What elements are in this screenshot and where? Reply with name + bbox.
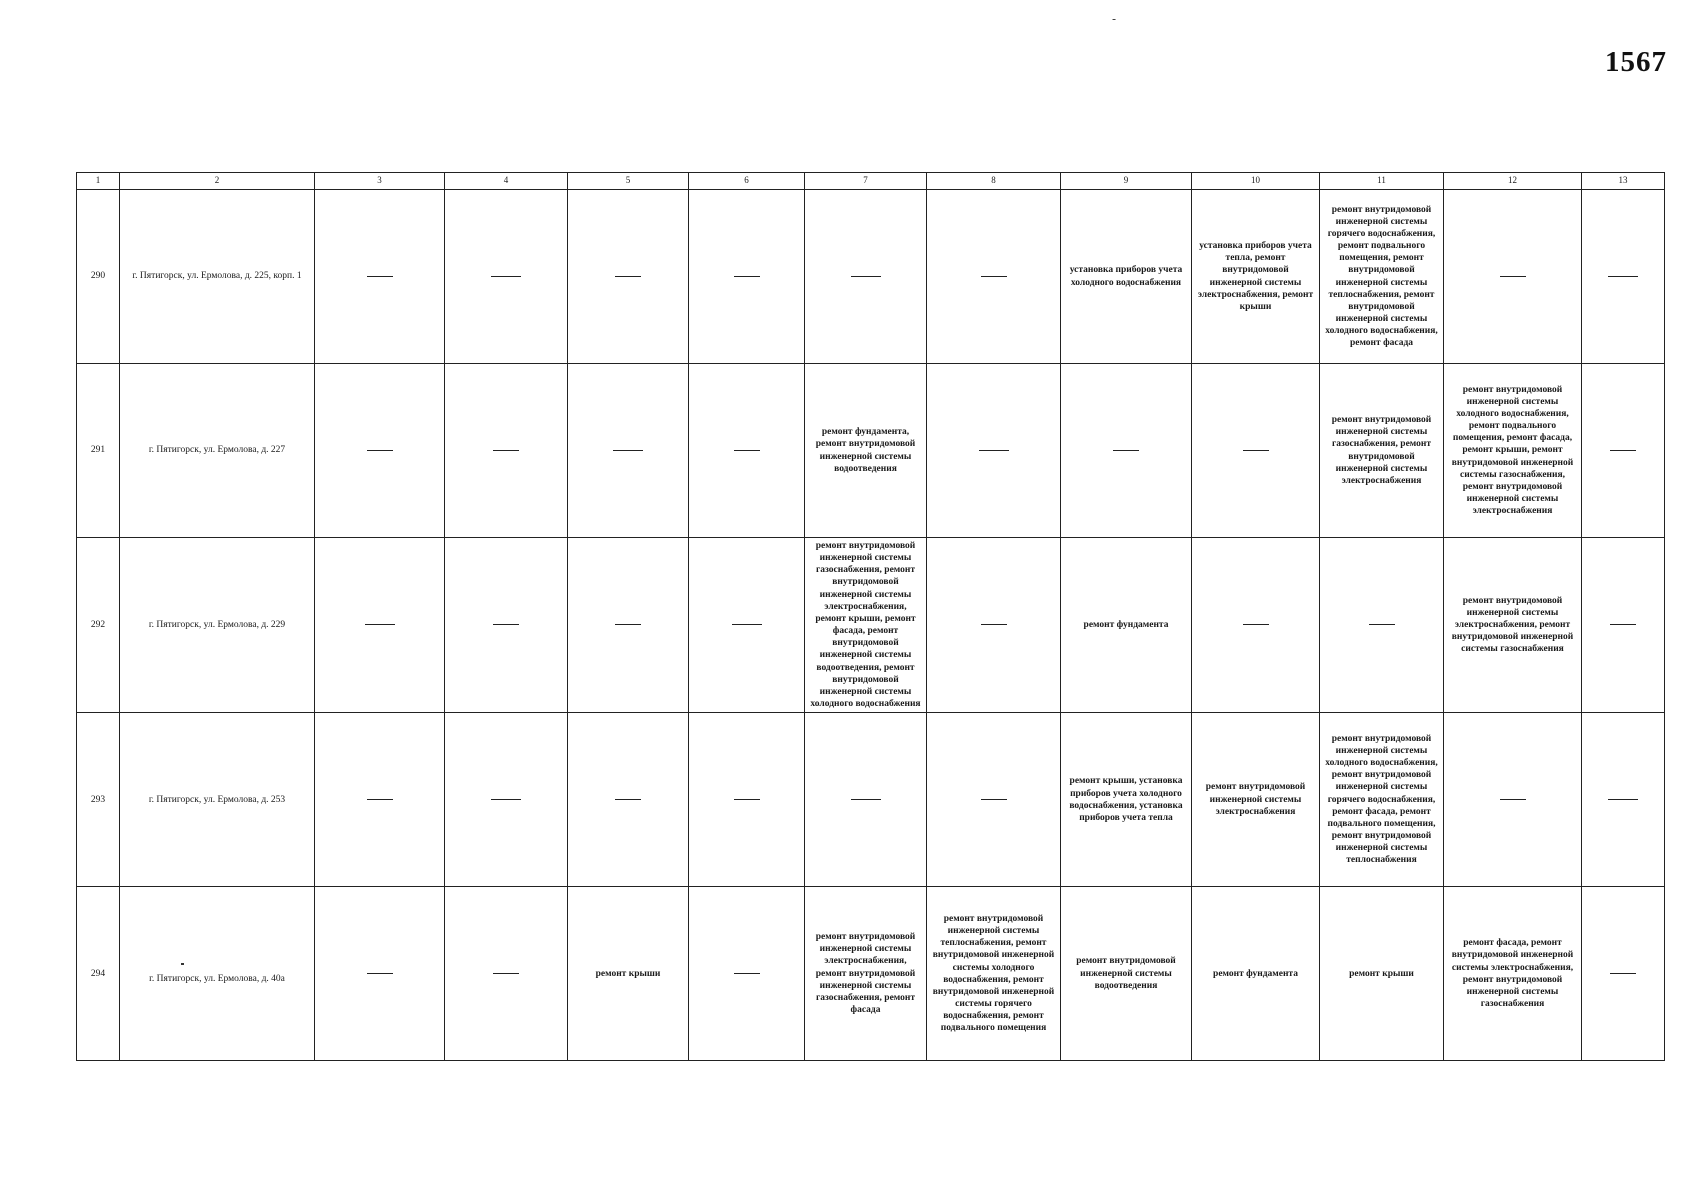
work-cell: ремонт фундамента, ремонт внутридомовой инженерной системы водоотведения [805, 364, 927, 538]
work-cell [1192, 538, 1320, 713]
dash-mark [851, 799, 881, 800]
row-number: 292 [77, 538, 120, 713]
work-cell [1320, 538, 1444, 713]
work-cell [315, 538, 445, 713]
work-cell [1582, 538, 1665, 713]
work-cell [1061, 364, 1192, 538]
column-header: 10 [1192, 173, 1320, 190]
dash-mark [1243, 450, 1269, 451]
work-cell [315, 713, 445, 887]
dash-mark [615, 799, 641, 800]
dash-mark [981, 624, 1007, 625]
dash-mark [1113, 450, 1139, 451]
dash-mark [493, 624, 519, 625]
work-cell: ремонт внутридомовой инженерной системы электроснабжения [1192, 713, 1320, 887]
column-header: 12 [1444, 173, 1582, 190]
dash-mark [734, 799, 760, 800]
work-cell [568, 190, 689, 364]
work-cell: ремонт внутридомовой инженерной системы газоснабжения, ремонт внутридомовой инженерной системы электроснабжения, ремонт крыши, ремонт фасада, ремонт внутридомовой инженерной системы водоотведения, ремонт внутридомовой инженерной системы холодного водоснабжения [805, 538, 927, 713]
repair-works-table [76, 172, 1665, 1061]
work-cell [1582, 190, 1665, 364]
dash-mark [1500, 799, 1526, 800]
row-number: 291 [77, 364, 120, 538]
work-cell [315, 190, 445, 364]
column-header: 6 [689, 173, 805, 190]
dash-mark [493, 450, 519, 451]
work-cell: установка приборов учета холодного водоснабжения [1061, 190, 1192, 364]
dash-mark [1610, 973, 1636, 974]
row-number: 290 [77, 190, 120, 364]
dash-mark [1243, 624, 1269, 625]
dash-mark [1608, 276, 1638, 277]
dash-mark [491, 799, 521, 800]
work-cell: ремонт крыши [1320, 887, 1444, 1061]
work-cell: ремонт внутридомовой инженерной системы газоснабжения, ремонт внутридомовой инженерной системы электроснабжения [1320, 364, 1444, 538]
work-cell [689, 190, 805, 364]
scan-speck [181, 963, 184, 965]
work-cell [568, 364, 689, 538]
work-cell: установка приборов учета тепла, ремонт внутридомовой инженерной системы электроснабжения, ремонт крыши [1192, 190, 1320, 364]
work-cell: ремонт внутридомовой инженерной системы холодного водоснабжения, ремонт подвального помещения, ремонт фасада, ремонт крыши, ремонт внутридомовой инженерной системы газоснабжения, ремонт внутридомовой инженерной системы электроснабжения [1444, 364, 1582, 538]
address-cell: г. Пятигорск, ул. Ермолова, д. 227 [120, 364, 315, 538]
work-cell: ремонт крыши, установка приборов учета холодного водоснабжения, установка приборов учета тепла [1061, 713, 1192, 887]
column-number-row [77, 173, 1665, 190]
table-row [77, 887, 1665, 1061]
work-cell [1582, 887, 1665, 1061]
scan-artifact: - [1112, 12, 1117, 26]
work-cell [689, 538, 805, 713]
dash-mark [734, 450, 760, 451]
work-cell [805, 190, 927, 364]
dash-mark [981, 276, 1007, 277]
table-body [77, 190, 1665, 1061]
dash-mark [613, 450, 643, 451]
column-header: 8 [927, 173, 1061, 190]
work-cell [1444, 190, 1582, 364]
work-cell [445, 364, 568, 538]
work-cell: ремонт внутридомовой инженерной системы теплоснабжения, ремонт внутридомовой инженерной системы холодного водоснабжения, ремонт внутридомовой инженерной системы горячего водоснабжения, ремонт подвального помещения [927, 887, 1061, 1061]
dash-mark [1500, 276, 1526, 277]
column-header: 4 [445, 173, 568, 190]
dash-mark [367, 799, 393, 800]
work-cell [1582, 713, 1665, 887]
work-cell [568, 713, 689, 887]
dash-mark [365, 624, 395, 625]
address-text: г. Пятигорск, ул. Ермолова, д. 40а [149, 973, 285, 984]
work-cell: ремонт внутридомовой инженерной системы электроснабжения, ремонт внутридомовой инженерной системы газоснабжения [1444, 538, 1582, 713]
work-cell [1192, 364, 1320, 538]
table-row [77, 190, 1665, 364]
address-cell: г. Пятигорск, ул. Ермолова, д. 229 [120, 538, 315, 713]
address-cell: г. Пятигорск, ул. Ермолова, д. 225, корп. 1 [120, 190, 315, 364]
page-number: 1567 [1605, 46, 1667, 78]
work-cell: ремонт внутридомовой инженерной системы водоотведения [1061, 887, 1192, 1061]
work-cell [927, 538, 1061, 713]
work-cell: ремонт фундамента [1061, 538, 1192, 713]
dash-mark [493, 973, 519, 974]
dash-mark [491, 276, 521, 277]
dash-mark [367, 450, 393, 451]
column-header: 1 [77, 173, 120, 190]
work-cell: ремонт внутридомовой инженерной системы электроснабжения, ремонт внутридомовой инженерной системы газоснабжения, ремонт фасада [805, 887, 927, 1061]
work-cell [1444, 713, 1582, 887]
dash-mark [981, 799, 1007, 800]
work-cell [927, 713, 1061, 887]
address-cell: г. Пятигорск, ул. Ермолова, д. 253 [120, 713, 315, 887]
column-header: 13 [1582, 173, 1665, 190]
dash-mark [615, 276, 641, 277]
dash-mark [367, 276, 393, 277]
dash-mark [851, 276, 881, 277]
dash-mark [979, 450, 1009, 451]
work-cell [927, 364, 1061, 538]
work-cell [445, 190, 568, 364]
work-cell [927, 190, 1061, 364]
row-number: 293 [77, 713, 120, 887]
column-header: 3 [315, 173, 445, 190]
dash-mark [1610, 624, 1636, 625]
dash-mark [732, 624, 762, 625]
work-cell [568, 538, 689, 713]
table-row [77, 538, 1665, 713]
work-cell [1582, 364, 1665, 538]
column-header: 2 [120, 173, 315, 190]
work-cell [315, 887, 445, 1061]
work-cell [445, 538, 568, 713]
work-cell: ремонт фундамента [1192, 887, 1320, 1061]
dash-mark [1610, 450, 1636, 451]
work-cell: ремонт внутридомовой инженерной системы холодного водоснабжения, ремонт внутридомовой инженерной системы горячего водоснабжения, ремонт фасада, ремонт подвального помещения, ремонт внутридомовой инженерной системы теплоснабжения [1320, 713, 1444, 887]
work-cell: ремонт крыши [568, 887, 689, 1061]
work-cell [689, 364, 805, 538]
dash-mark [1608, 799, 1638, 800]
column-header: 11 [1320, 173, 1444, 190]
dash-mark [1369, 624, 1395, 625]
work-cell: ремонт внутридомовой инженерной системы горячего водоснабжения, ремонт подвального помещения, ремонт внутридомовой инженерной системы теплоснабжения, ремонт внутридомовой инженерной системы холодного водоснабжения, ремонт фасада [1320, 190, 1444, 364]
work-cell [689, 713, 805, 887]
table-row [77, 364, 1665, 538]
work-cell [689, 887, 805, 1061]
work-cell [315, 364, 445, 538]
dash-mark [615, 624, 641, 625]
dash-mark [367, 973, 393, 974]
address-cell [120, 887, 315, 1061]
work-cell: ремонт фасада, ремонт внутридомовой инженерной системы электроснабжения, ремонт внутридомовой инженерной системы газоснабжения [1444, 887, 1582, 1061]
column-header: 7 [805, 173, 927, 190]
dash-mark [734, 973, 760, 974]
work-cell [445, 713, 568, 887]
row-number: 294 [77, 887, 120, 1061]
column-header: 5 [568, 173, 689, 190]
column-header: 9 [1061, 173, 1192, 190]
dash-mark [734, 276, 760, 277]
work-cell [445, 887, 568, 1061]
table-row [77, 713, 1665, 887]
work-cell [805, 713, 927, 887]
